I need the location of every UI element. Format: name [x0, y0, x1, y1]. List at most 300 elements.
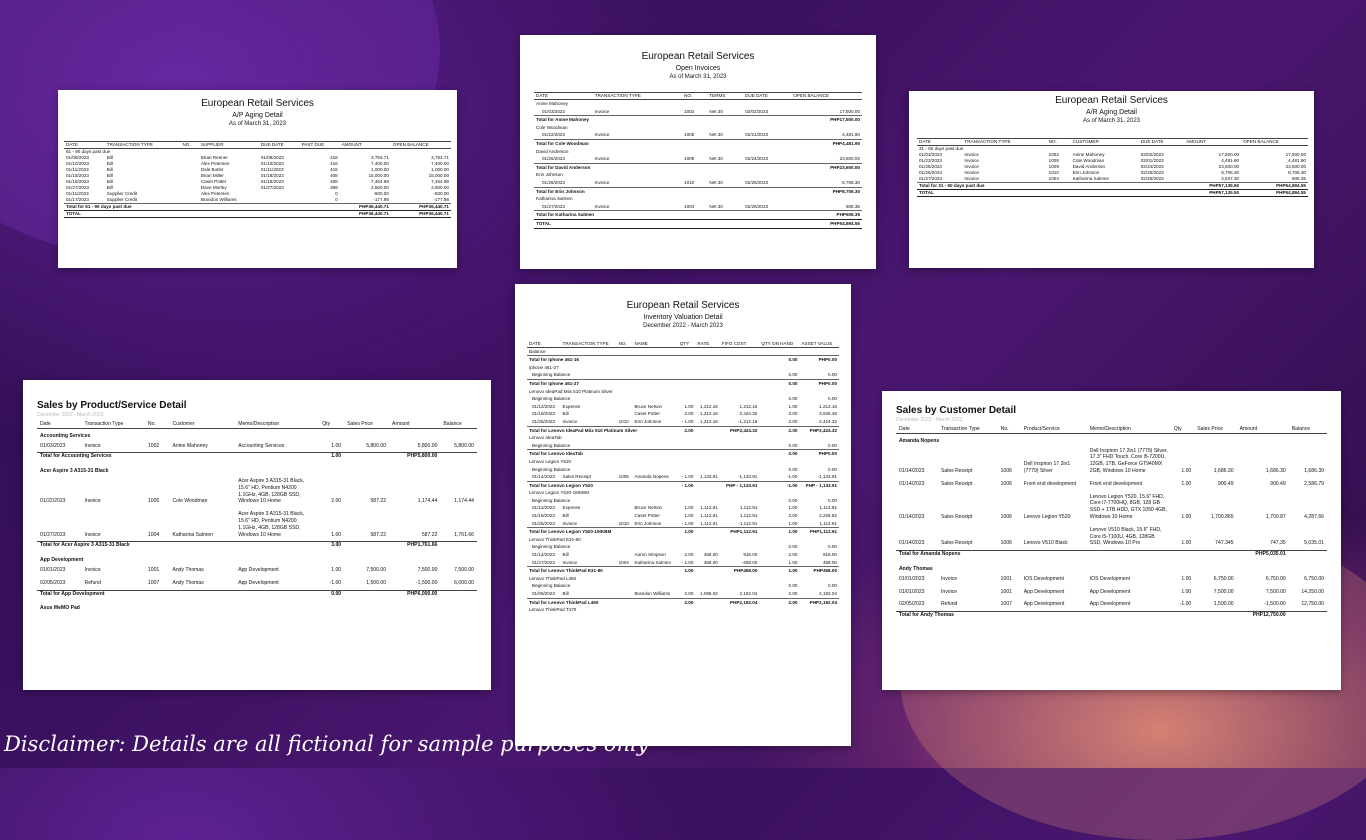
category-row — [896, 562, 1327, 573]
total-row — [534, 116, 862, 124]
total-row — [534, 187, 862, 195]
table-cell: 1,133.91 — [699, 474, 718, 480]
column-header: OPEN BALANCE — [391, 142, 451, 149]
table-cell: 0.00 — [788, 583, 798, 589]
table-cell: 01/27/2023 — [532, 559, 555, 565]
table-cell — [1171, 551, 1194, 562]
column-header: NO. — [617, 341, 633, 347]
column-header: TRANSACTION TYPE — [561, 341, 617, 347]
table-cell: 3.00 — [788, 411, 798, 417]
table-cell: PHP0.00 — [799, 450, 839, 458]
table-cell: Sales Receipt — [940, 513, 973, 520]
table-cell: 14,250.00 — [1301, 588, 1324, 595]
table-cell — [440, 453, 477, 464]
table-cell: 0.00 — [319, 590, 344, 601]
table-cell — [617, 410, 633, 418]
total-row — [527, 567, 839, 575]
item-name: Iphone 461-27 — [529, 364, 559, 370]
column-header: NO. — [1047, 139, 1071, 146]
table-cell: 1009 — [684, 156, 695, 162]
table-cell: IOS Development — [1023, 575, 1064, 582]
table-cell: Net 30 — [709, 108, 723, 114]
table-cell: Bill — [106, 173, 113, 178]
column-header: No. — [145, 421, 170, 428]
table-cell — [695, 379, 719, 387]
table-row — [527, 466, 839, 474]
table-cell: 0 — [335, 197, 338, 202]
table-cell: Bill — [562, 591, 569, 596]
table-cell: 23,600.00 — [1285, 164, 1306, 169]
table-cell: 01/03/2023 — [542, 108, 565, 114]
company-name: European Retail Services — [641, 51, 755, 62]
table-cell: 01/12/2023 — [532, 505, 555, 511]
table-cell: Bill — [106, 161, 113, 166]
table-cell: 8,706.30 — [842, 179, 860, 185]
group-label: Andy Thomas — [899, 565, 933, 572]
total-label: Total for App Development — [37, 590, 319, 601]
column-header: Balance — [1289, 426, 1327, 433]
table-cell: 01/10/2023 — [260, 161, 284, 166]
column-header: NO. — [180, 142, 198, 149]
table-cell: 01/18/2023 — [66, 179, 89, 184]
table-cell: 01/18/2023 — [260, 179, 284, 184]
table-cell: 587.22 — [421, 531, 438, 538]
table-cell: 01/03/2023 — [919, 152, 942, 157]
total-value: PHP23,600.00 — [791, 163, 862, 171]
table-row — [896, 598, 1327, 611]
table-cell: Cole Woodman — [172, 498, 208, 505]
customer-group — [534, 100, 862, 108]
total-value: PHP36,440.71 — [340, 204, 391, 211]
table-cell: 1010 — [1048, 170, 1059, 175]
table-cell — [695, 356, 719, 364]
table-cell: Beginning Balance — [532, 466, 571, 472]
total-label: Total for Lenovo Legion Y520-15IKBM — [527, 528, 678, 536]
table-cell: PHP1,761.66 — [389, 542, 440, 553]
table-cell: 23,600.00 — [1218, 164, 1240, 169]
table-cell: 0.00 — [788, 442, 798, 448]
total-label: Total for 61 - 90 days past due — [64, 204, 340, 211]
table-cell: Bill — [106, 155, 113, 160]
table-cell: 02/26/2023 — [1140, 176, 1164, 181]
table-cell: PHP2,424.32 — [799, 426, 839, 434]
table-cell: 1005 — [684, 132, 695, 138]
table-row — [527, 347, 839, 356]
table-cell: Invoice — [594, 132, 610, 138]
table-cell: Katharina Salmen — [172, 531, 213, 538]
table-cell: Refund — [84, 579, 101, 586]
table-cell: 1005 — [1048, 158, 1059, 163]
table-cell: 1,112.91 — [819, 505, 837, 511]
table-cell: 01/22/2023 — [919, 158, 942, 163]
table-cell: -500.00 — [433, 191, 449, 196]
table-cell — [344, 453, 389, 464]
table-cell: 0.00 — [788, 466, 798, 472]
column-header: OPEN BALANCE — [791, 93, 862, 100]
table-row — [527, 590, 839, 598]
table-cell: 4,287.66 — [1304, 513, 1324, 520]
total-value: PHP54,894.55 — [791, 219, 862, 228]
table-cell: 4,481.90 — [1221, 158, 1240, 163]
table-cell: 606.35 — [845, 203, 860, 209]
table-cell: Bruce Nelson — [634, 505, 663, 511]
ar-aging-table — [917, 138, 1308, 197]
table-cell — [1194, 612, 1236, 623]
column-header: Qty — [1171, 426, 1194, 433]
table-row — [527, 410, 839, 418]
table-cell: 02/01/2023 — [1140, 158, 1164, 163]
table-cell — [617, 504, 633, 512]
table-cell: Brian Renner — [200, 155, 228, 160]
customer-group — [534, 124, 862, 132]
table-cell: Andy Thomas — [172, 566, 204, 573]
total-row — [896, 551, 1327, 562]
table-cell: Accounting Services — [238, 442, 285, 449]
table-cell: 1.00 — [319, 453, 344, 464]
total-row — [917, 190, 1308, 197]
table-cell: Aaron Simpson — [634, 552, 666, 558]
total-label: Total for Lenovo IdeaTab — [527, 450, 678, 458]
total-row — [527, 598, 839, 606]
report-title: A/P Aging Detail — [232, 112, 283, 119]
table-cell: 15,000.00 — [428, 173, 449, 178]
table-cell: 01/11/2023 — [260, 167, 284, 172]
table-cell: 0.00 — [828, 442, 837, 448]
table-cell: 5,035.01 — [1304, 540, 1324, 547]
table-cell: 916.00 — [822, 552, 837, 558]
total-row — [527, 450, 839, 458]
group-label: Amanda Nopens — [899, 437, 940, 444]
table-cell: -1,212.16 — [737, 418, 758, 424]
column-header: AMOUNT — [340, 142, 391, 149]
table-cell: 6,750.00 — [1304, 575, 1324, 582]
table-cell: 2.00 — [684, 591, 694, 596]
table-row — [534, 108, 862, 116]
table-cell: 900.49 — [1270, 480, 1286, 487]
table-cell: Invoice — [940, 588, 958, 595]
table-cell: 01/27/2023 — [40, 531, 66, 538]
table-cell: 1007 — [1000, 601, 1012, 608]
table-cell: 3.00 — [319, 542, 344, 553]
item-name: Lenovo ThinkPad L460 — [529, 575, 577, 581]
company-name: European Retail Services — [1055, 95, 1168, 106]
table-cell: Dell Inspiron 17 2in1 (7779) Silver — [1023, 461, 1071, 474]
table-cell — [678, 356, 696, 364]
table-row — [896, 524, 1327, 551]
table-cell: 0.00 — [788, 372, 798, 378]
table-cell: 01/27/2023 — [542, 203, 565, 209]
total-label: TOTAL — [917, 190, 1184, 197]
table-cell: 01/27/2023 — [919, 176, 942, 181]
table-row — [534, 155, 862, 163]
table-cell: 01/25/2023 — [542, 156, 565, 162]
table-cell: 8,706.30 — [1288, 170, 1306, 175]
total-label: Total for Amanda Nopens — [896, 551, 1171, 562]
total-value: PHP54,894.55 — [1241, 183, 1308, 190]
table-row — [896, 586, 1327, 599]
table-cell: 1,700.865 — [1210, 513, 1234, 520]
table-cell: 1,000.00 — [431, 167, 449, 172]
group-label: Asus MeMO Pad — [40, 605, 80, 612]
table-cell: PHP2,192.04 — [799, 598, 839, 606]
table-cell: 17,500.00 — [1218, 152, 1240, 157]
table-cell: -500.00 — [373, 191, 389, 196]
report-title: Sales by Customer Detail — [896, 405, 1017, 416]
table-cell: 01/27/2023 — [66, 185, 89, 190]
table-cell: Bill — [562, 411, 569, 417]
table-cell: 2.00 — [759, 598, 799, 606]
company-name: European Retail Services — [201, 98, 314, 109]
table-cell: 2,847.30 — [1221, 176, 1240, 181]
table-cell: 900.49 — [1217, 480, 1234, 487]
total-label: Total for Andy Thomas — [896, 612, 1171, 623]
table-cell: 4,481.90 — [1288, 158, 1306, 163]
table-cell: 747.35 — [1270, 540, 1286, 547]
total-row — [917, 183, 1308, 190]
table-cell: 1004 — [684, 203, 695, 209]
table-cell: Invoice — [562, 520, 578, 526]
total-value: PHP36,440.71 — [391, 204, 451, 211]
ap-aging-table — [64, 141, 451, 218]
column-header: SUPPLIER — [199, 142, 259, 149]
total-value: PHP36,440.71 — [340, 211, 391, 218]
table-cell: 01/25/2023 — [532, 418, 555, 424]
table-cell: -1,500.00 — [415, 579, 438, 586]
table-cell: 1.00 — [788, 559, 798, 565]
table-cell: -177.98 — [373, 197, 389, 202]
table-cell: 1006 — [1000, 467, 1012, 474]
table-cell: 1.00 — [788, 520, 798, 526]
total-label: Total for Lenovo IdeaPad Miix 510 Platinum Silver — [527, 426, 678, 434]
total-row — [64, 211, 451, 218]
column-header: Transaction Type — [938, 426, 998, 433]
table-cell: -1,500.00 — [1264, 601, 1286, 608]
column-header: TRANSACTION TYPE — [962, 139, 1046, 146]
table-cell: Net 30 — [709, 132, 723, 138]
table-cell: 1.00 — [678, 528, 696, 536]
category-row — [896, 433, 1327, 444]
table-cell: 01/27/2023 — [260, 185, 284, 190]
table-cell: App Development — [238, 579, 279, 586]
table-row — [534, 131, 862, 139]
column-header: RATE — [695, 341, 719, 347]
total-row — [527, 481, 839, 489]
report-date: As of March 31, 2023 — [669, 74, 727, 80]
table-cell: 1,212.16 — [699, 418, 718, 424]
table-row — [527, 418, 839, 426]
table-cell: 399 — [330, 185, 338, 190]
table-cell: 1,212.16 — [699, 403, 718, 409]
table-row — [527, 536, 839, 544]
table-cell: Invoice — [594, 179, 610, 185]
group-label: Anine Mahoney — [536, 101, 568, 106]
column-header: PAST DUE — [300, 142, 340, 149]
table-cell: 01/08/2023 — [260, 155, 284, 160]
table-cell: Supplier Credit — [106, 191, 138, 196]
table-cell: Invoice — [964, 152, 979, 157]
table-cell: Dave Morley — [200, 185, 227, 190]
table-cell: -1.00 — [759, 481, 799, 489]
table-cell — [678, 450, 696, 458]
table-cell: 1.00 — [678, 567, 696, 575]
table-cell: 1,500.00 — [1213, 601, 1234, 608]
table-cell: Caset Potter — [634, 513, 661, 519]
table-cell: PHP6,000.00 — [389, 590, 440, 601]
table-cell: 1.00 — [1181, 480, 1192, 487]
table-cell: 416 — [330, 161, 338, 166]
table-cell: 1.00 — [684, 505, 694, 511]
total-value: PHP606.35 — [791, 211, 862, 220]
table-cell: David Anderson — [1072, 164, 1106, 169]
table-cell: 1.00 — [788, 403, 798, 409]
table-cell: 1004 — [618, 559, 629, 565]
table-cell: Invoice — [84, 531, 101, 538]
customer-group — [534, 171, 862, 179]
column-header: TRANSACTION TYPE — [593, 93, 682, 100]
table-cell: Bruce Nelson — [634, 403, 663, 409]
table-cell: 1,112.91 — [819, 520, 837, 526]
total-row — [527, 528, 839, 536]
table-cell: Supplier Credit — [106, 197, 138, 202]
report-title: Sales by Product/Service Detail — [37, 400, 187, 411]
table-cell — [695, 567, 719, 575]
table-row — [527, 543, 839, 551]
group-label: Erin Johnson — [536, 172, 563, 178]
table-cell: 0.00 — [788, 544, 798, 550]
table-cell: Beginning Balance — [532, 396, 571, 402]
table-cell: 0.00 — [828, 497, 837, 503]
table-cell: 1010 — [618, 520, 629, 526]
table-cell: 2.00 — [788, 513, 798, 519]
table-cell: 0.00 — [828, 466, 837, 472]
table-cell: 2,586.79 — [1304, 480, 1324, 487]
column-header: AMOUNT — [1184, 139, 1241, 146]
table-cell: 1.00 — [1181, 588, 1192, 595]
table-cell: 01/25/2023 — [532, 520, 555, 526]
table-cell: 01/01/2023 — [899, 588, 925, 595]
table-cell: Acer Aspire 3 A315-31 Black, 15.6" HD, Pentium N4200 1.1GHz, 4GB, 128GB SSD, Windows 10 Home — [238, 477, 305, 505]
table-row — [527, 504, 839, 512]
table-cell: 1.00 — [1181, 513, 1192, 520]
table-cell: 2.00 — [788, 552, 798, 558]
table-cell: 1004 — [1048, 176, 1059, 181]
table-cell: - 1.00 — [681, 474, 694, 480]
table-row — [527, 364, 839, 372]
table-cell: 2,192.04 — [819, 591, 837, 596]
table-cell: 8,706.30 — [1221, 170, 1240, 175]
column-header: QTY — [678, 341, 696, 347]
table-cell: 1,686.30 — [1265, 467, 1286, 474]
item-name: Lenovo ThinkPad E31-80 — [529, 536, 581, 542]
table-cell: 1005 — [147, 498, 160, 505]
table-cell: Lenovo V510 Black, 15.6" FHD, Core i5-7100U, 4GB, 128GB SSD, Windows 10 Pro — [1089, 526, 1162, 547]
table-cell: 7,400.00 — [371, 161, 389, 166]
table-row — [527, 458, 839, 466]
table-cell: 2,424.32 — [819, 418, 837, 424]
table-cell: Invoice — [964, 158, 979, 163]
table-cell: 02/24/2023 — [1140, 164, 1164, 169]
table-cell: PHP458.00 — [799, 567, 839, 575]
table-cell: 7,500.00 — [1265, 588, 1286, 595]
table-cell: 01/22/2023 — [542, 132, 565, 138]
table-cell: PHP5,035.01 — [1237, 551, 1289, 562]
table-cell: 1006 — [1000, 480, 1012, 487]
table-cell: 1.00 — [788, 505, 798, 511]
table-cell: 1,686.30 — [1304, 467, 1324, 474]
table-row — [527, 606, 839, 614]
table-cell — [695, 481, 719, 489]
column-header: DATE — [917, 139, 962, 146]
table-cell: 1,096.02 — [699, 591, 718, 596]
table-cell: Bill — [106, 185, 113, 190]
table-row — [527, 520, 839, 528]
table-cell: Brian Miller — [200, 173, 224, 178]
table-cell: Invoice — [964, 164, 979, 169]
table-cell — [617, 590, 633, 598]
table-cell — [440, 590, 477, 601]
table-cell: Alex Petersen — [200, 191, 230, 196]
table-cell: Beginning Balance — [532, 442, 571, 448]
total-label: TOTAL — [64, 211, 340, 218]
table-cell: App Development — [1089, 588, 1131, 595]
sales-by-customer-report — [882, 391, 1341, 690]
table-cell: 1004 — [147, 531, 160, 538]
total-value: PHP36,440.71 — [391, 211, 451, 218]
table-cell: 2,424.32 — [739, 411, 758, 417]
table-cell: PHP - 1,133.91 — [720, 481, 760, 489]
table-cell: 7,464.98 — [431, 179, 449, 184]
report-date: December 2022 - March 2023 — [37, 412, 104, 418]
table-cell: Anine Mahoney — [172, 442, 208, 449]
total-row — [534, 163, 862, 171]
table-cell: 3,753.71 — [431, 155, 449, 160]
table-cell: -1,133.91 — [817, 474, 837, 480]
table-cell: -458.00 — [741, 559, 758, 565]
table-cell: 15,000.00 — [368, 173, 389, 178]
table-cell: 4,481.90 — [842, 132, 860, 138]
total-row — [37, 453, 477, 464]
column-header: Amount — [1237, 426, 1289, 433]
total-row — [527, 379, 839, 387]
column-header: Sales Price — [344, 421, 389, 428]
column-header: Product/Service — [1021, 426, 1087, 433]
table-cell: Invoice — [594, 156, 610, 162]
table-cell: 1,700.87 — [1265, 513, 1286, 520]
report-title: Inventory Valuation Detail — [643, 314, 723, 321]
ar-aging-report — [909, 91, 1314, 268]
total-row — [37, 590, 477, 601]
table-cell: 458.00 — [703, 559, 718, 565]
sales-by-product-table — [37, 421, 477, 612]
table-row — [527, 395, 839, 403]
table-cell: Caset Potter — [634, 411, 661, 417]
table-cell: 587.22 — [370, 531, 387, 538]
table-cell: 1009 — [1048, 164, 1059, 169]
table-cell: 458.00 — [822, 559, 837, 565]
total-value: PHP17,500.00 — [791, 116, 862, 124]
table-row — [527, 559, 839, 567]
table-cell: 0.00 — [759, 379, 799, 387]
table-cell: Lenovo Legion Y520, 15.6" FHD, Core i7-7700HQ, 8GB, 128 GB SSD + 1TB HDD, GTX 1050 4GB, Windows 10 Home — [1089, 493, 1167, 520]
table-cell: Invoice — [594, 108, 610, 114]
table-row — [527, 403, 839, 411]
table-row — [896, 478, 1327, 491]
table-cell: 1.00 — [684, 403, 694, 409]
table-cell: 01/03/2023 — [40, 442, 66, 449]
table-cell: 7,500.00 — [417, 566, 438, 573]
table-cell: 01/12/2023 — [532, 403, 555, 409]
table-cell: Caset Potter — [200, 179, 227, 184]
